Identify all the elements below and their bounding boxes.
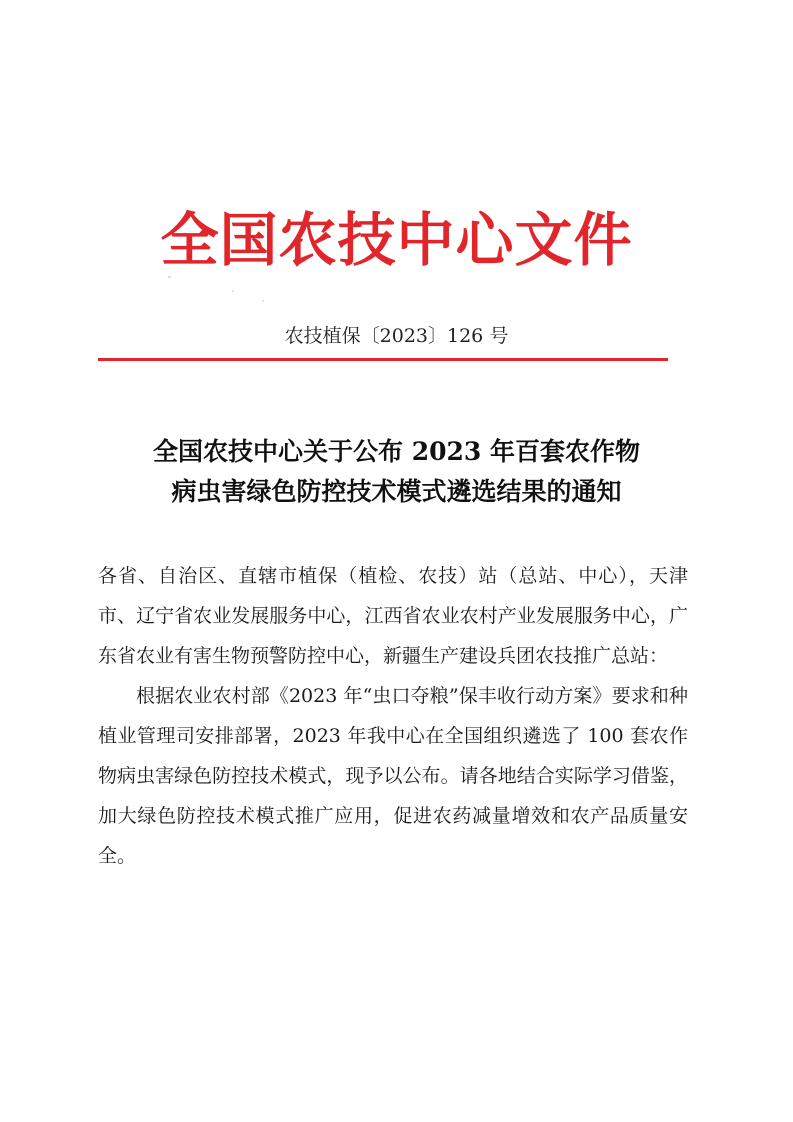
addressee-list: 各省、自治区、直辖市植保（植检、农技）站（总站、中心），天津市、辽宁省农业发展服务中心，江西省农业农村产业发展服务中心，广东省农业有害生物预警防控中心，新疆生产建设兵团农技推广总站： (98, 565, 688, 667)
notice-title-line-2: 病虫害绿色防控技术模式遴选结果的通知 (171, 477, 622, 506)
body-paragraph: 根据农业农村部《2023 年“虫口夺粮”保丰收行动方案》要求和种植业管理司安排部署，2023 年我中心在全国组织遴选了 100 套农作物病虫害绿色防控技术模式，现予以公布。请各地结合实际学习借鉴，加大绿色防控技术模式推广应用，促进农药减量增效和农产品质量安全。 (98, 685, 688, 867)
scan-speckle (262, 300, 264, 302)
document-number: 农技植保〔2023〕126 号 (284, 325, 509, 347)
issuing-org-header: 全国农技中心文件 (160, 206, 633, 274)
notice-title (60, 432, 733, 512)
notice-title-line-1: 全国农技中心关于公布 2023 年百套农作物 (153, 437, 640, 466)
red-separator-line (98, 358, 668, 361)
notice-body (98, 556, 688, 876)
scan-speckle (232, 290, 234, 292)
